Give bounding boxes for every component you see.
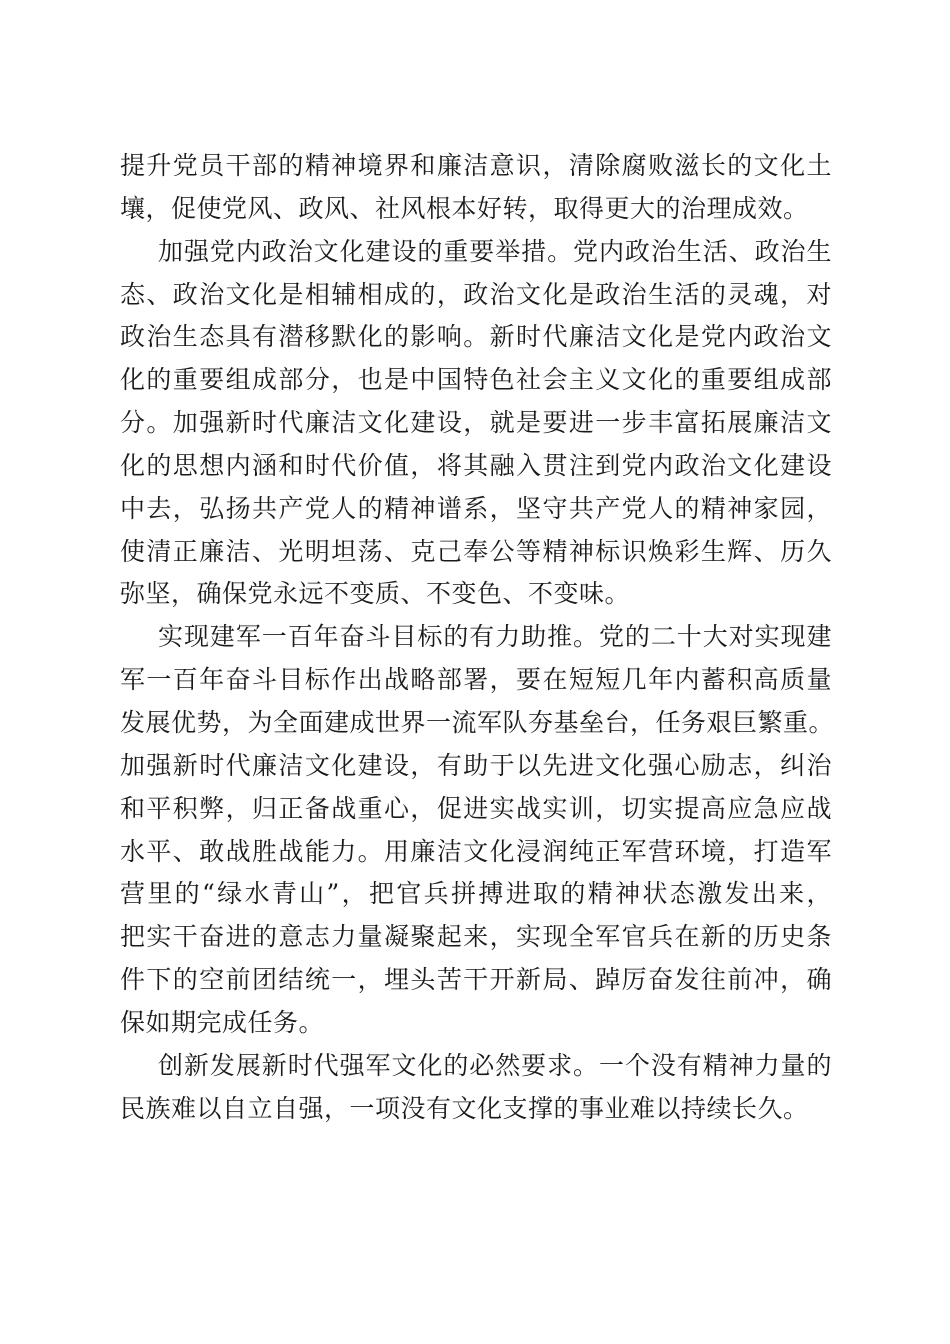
paragraph-start-line: 实现建军一百年奋斗目标的有力助推。党的二十大对实现建: [158, 622, 832, 652]
text-line: 提升党员干部的精神境界和廉洁意识，清除腐败滋长的文化土: [120, 151, 832, 180]
text-line: 加强新时代廉洁文化建设，有助于以先进文化强心励志，纠治: [120, 750, 832, 780]
text-line: 水平、敢战胜战能力。用廉洁文化浸润纯正军营环境，打造军: [120, 836, 832, 866]
text-line: 军一百年奋斗目标作出战略部署，要在短短几年内蓄积高质量: [120, 665, 832, 695]
text-line: 态、政治文化是相辅相成的，政治文化是政治生活的灵魂，对: [120, 279, 832, 309]
text-line: 分。加强新时代廉洁文化建设，就是要进一步丰富拓展廉洁文: [120, 408, 832, 438]
text-line: 保如期完成任务。: [120, 1007, 325, 1037]
text-line: 弥坚，确保党永远不变质、不变色、不变味。: [120, 579, 631, 609]
document-body: [120, 145, 835, 1130]
text-line: 发展优势，为全面建成世界一流军队夯基垒台，任务艰巨繁重。: [120, 707, 835, 737]
text-line: 和平积弊，归正备战重心，促进实战实训，切实提高应急应战: [120, 793, 832, 823]
text-line: 营里的“绿水青山”，把官兵拼搏进取的精神状态激发出来，: [120, 879, 832, 909]
paragraph-start-line: 创新发展新时代强军文化的必然要求。一个没有精神力量的: [158, 1050, 832, 1080]
text-line: 化的思想内涵和时代价值，将其融入贯注到党内政治文化建设: [120, 450, 832, 480]
paragraph-start-line: 加强党内政治文化建设的重要举措。党内政治生活、政治生: [158, 236, 832, 266]
text-line: 化的重要组成部分，也是中国特色社会主义文化的重要组成部: [120, 365, 832, 395]
text-line: 把实干奋进的意志力量凝聚起来，实现全军官兵在新的历史条: [120, 922, 832, 952]
text-line: 民族难以自立自强，一项没有文化支撑的事业难以持续长久。: [120, 1093, 809, 1123]
text-line: 壤，促使党风、政风、社风根本好转，取得更大的治理成效。: [120, 193, 809, 223]
text-line: 使清正廉洁、光明坦荡、克己奉公等精神标识焕彩生辉、历久: [120, 536, 832, 566]
text-line: 中去，弘扬共产党人的精神谱系，坚守共产党人的精神家园，: [120, 493, 832, 523]
text-line: 件下的空前团结统一，埋头苦干开新局、踔厉奋发往前冲，确: [120, 965, 832, 995]
text-line: 政治生态具有潜移默化的影响。新时代廉洁文化是党内政治文: [120, 322, 832, 352]
